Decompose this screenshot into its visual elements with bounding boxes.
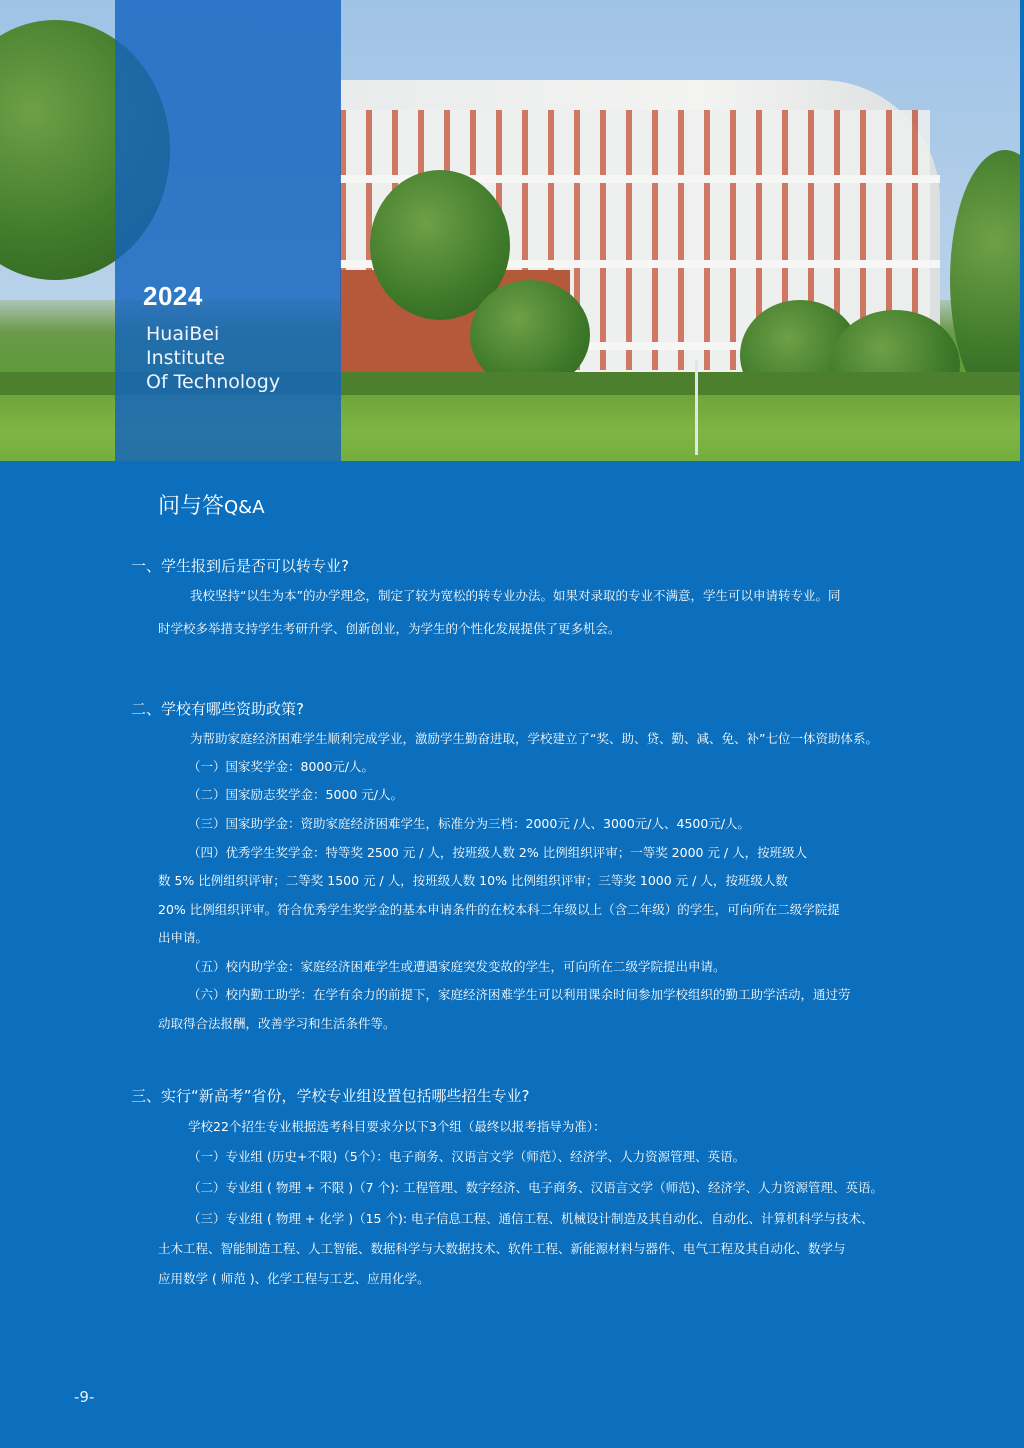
answer-line: 动取得合法报酬，改善学习和生活条件等。 [158, 1016, 396, 1031]
page-title: 问与答Q&A [158, 494, 265, 519]
answer-line: 学校22个招生专业根据选考科目要求分以下3个组（最终以报考指导为准）： [188, 1119, 606, 1134]
question-3: 三、实行“新高考”省份，学校专业组设置包括哪些招生专业? [131, 1087, 530, 1105]
answer-line: （三）国家助学金：资助家庭经济困难学生，标准分为三档：2000元 /人、3000元/人、4500元/人。 [188, 816, 751, 831]
question-2: 二、学校有哪些资助政策? [131, 700, 304, 718]
answer-line: （六）校内勤工助学：在学有余力的前提下，家庭经济困难学生可以利用课余时间参加学校组织的勤工助学活动，通过劳 [188, 987, 851, 1002]
institute-name: HuaiBei Institute Of Technology [146, 323, 281, 393]
answer-line: （一）专业组 (历史+不限)（5个）：电子商务、汉语言文学（师范）、经济学、人力资源管理、英语。 [188, 1149, 746, 1164]
answer-line: 数 5% 比例组织评审；二等奖 1500 元 / 人，按班级人数 10% 比例组织评审；三等奖 1000 元 / 人，按班级人数 [158, 873, 788, 888]
page-number: -9- [74, 1388, 95, 1406]
answer-line: （二）专业组 ( 物理 + 不限 )（7 个): 工程管理、数字经济、电子商务、汉语言文学（师范)、经济学、人力资源管理、英语。 [188, 1180, 883, 1195]
answer-line: （三）专业组 ( 物理 + 化学 )（15 个): 电子信息工程、通信工程、机械设计制造及其自动化、自动化、计算机科学与技术、 [188, 1211, 874, 1226]
answer-line: 出申请。 [158, 930, 209, 945]
answer-line: 土木工程、智能制造工程、人工智能、数据科学与大数据技术、软件工程、新能源材料与器件、电气工程及其自动化、数学与 [158, 1241, 846, 1256]
answer-line: 我校坚持“以生为本”的办学理念，制定了较为宽松的转专业办法。如果对录取的专业不满意，学生可以申请转专业。同 [190, 588, 841, 603]
answer-line: （二）国家励志奖学金：5000 元/人。 [188, 787, 403, 802]
page-edge [1020, 0, 1024, 461]
question-1: 一、学生报到后是否可以转专业? [131, 557, 349, 575]
answer-line: （五）校内助学金：家庭经济困难学生或遭遇家庭突发变故的学生，可向所在二级学院提出申请。 [188, 959, 726, 974]
year-label: 2024 [143, 281, 203, 311]
answer-line: （四）优秀学生奖学金：特等奖 2500 元 / 人，按班级人数 2% 比例组织评审；一等奖 2000 元 / 人，按班级人 [188, 845, 808, 860]
answer-line: 应用数学 ( 师范 )、化学工程与工艺、应用化学。 [158, 1271, 430, 1286]
answer-line: 20% 比例组织评审。符合优秀学生奖学金的基本申请条件的在校本科二年级以上（含二年级）的学生，可向所在二级学院提 [158, 902, 840, 917]
answer-line: 时学校多举措支持学生考研升学、创新创业，为学生的个性化发展提供了更多机会。 [158, 621, 621, 636]
answer-line: 为帮助家庭经济困难学生顺利完成学业，激励学生勤奋进取，学校建立了“奖、助、贷、勤、减、免、补”七位一体资助体系。 [190, 731, 878, 746]
answer-line: （一）国家奖学金：8000元/人。 [188, 759, 375, 774]
